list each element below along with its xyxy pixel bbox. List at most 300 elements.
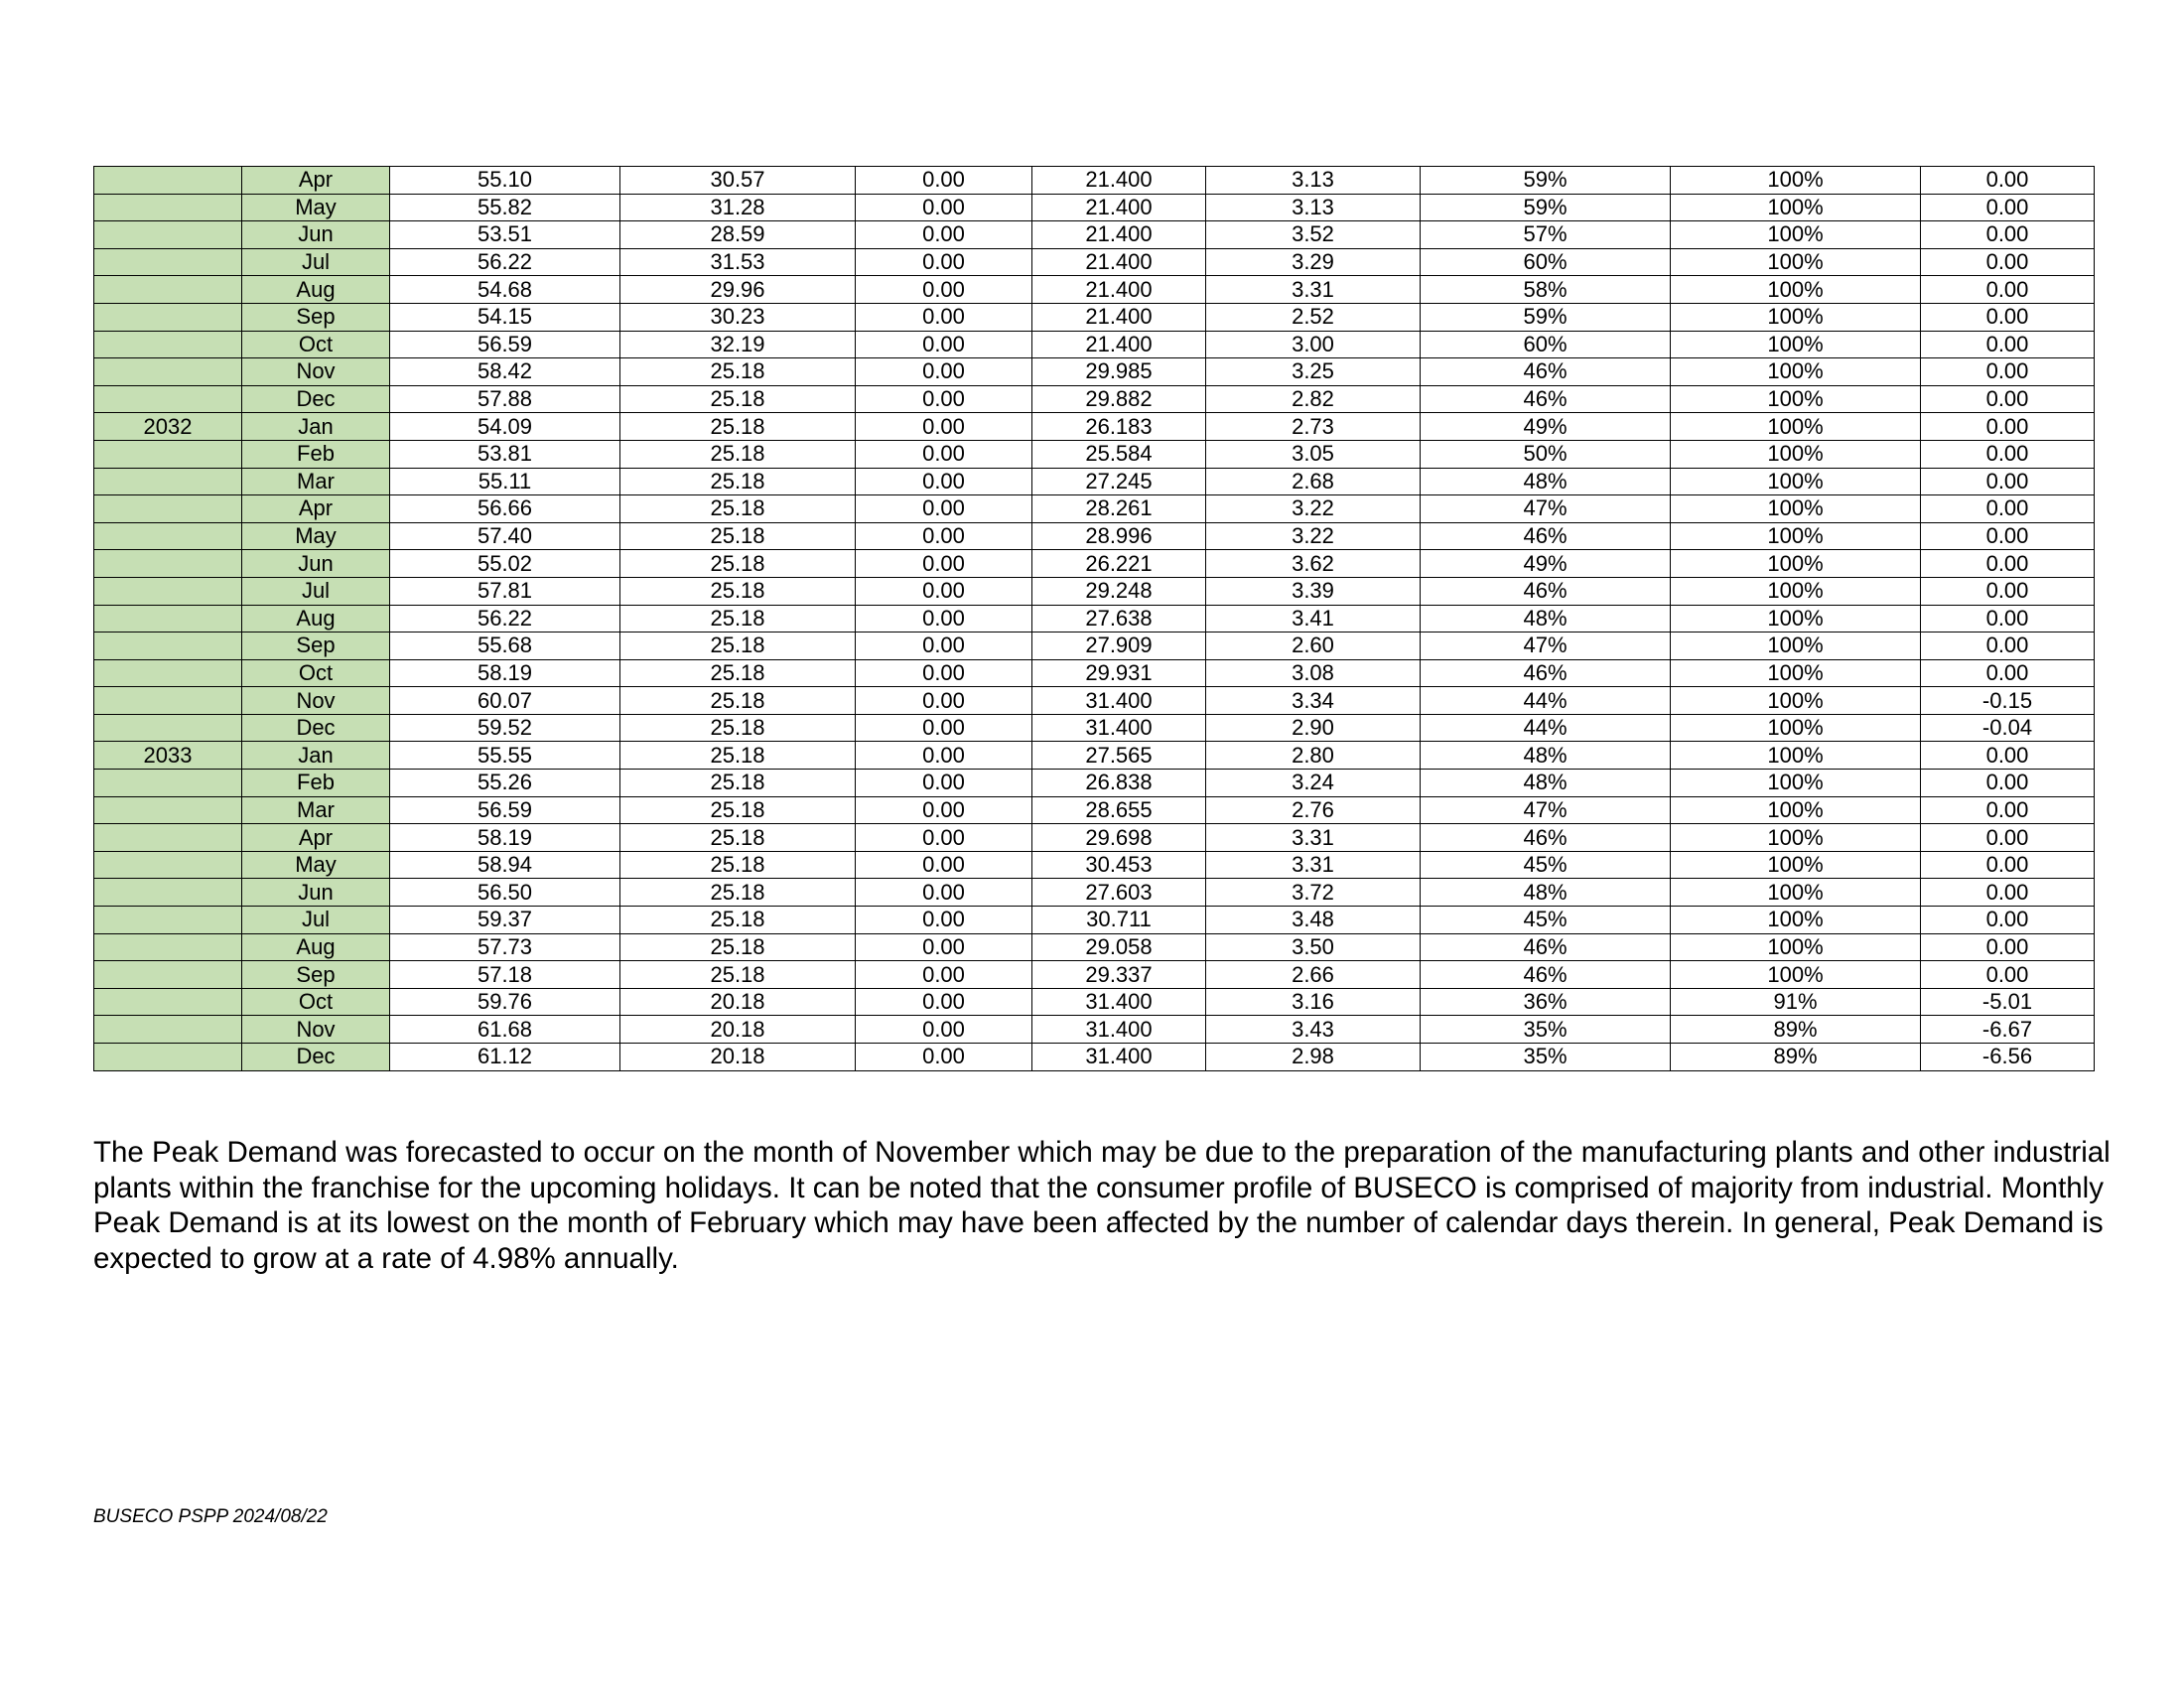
table-row	[94, 907, 2095, 934]
value-cell-5: 3.31	[1206, 276, 1421, 304]
value-cell-1: 55.11	[390, 468, 620, 495]
value-cell-5: 3.43	[1206, 1016, 1421, 1044]
value-cell-1: 53.81	[390, 440, 620, 468]
year-cell: 2032	[94, 413, 242, 441]
value-cell-8: 0.00	[1921, 276, 2095, 304]
value-cell-4: 29.882	[1032, 385, 1206, 413]
value-cell-4: 31.400	[1032, 1044, 1206, 1071]
value-cell-2: 25.18	[620, 577, 856, 605]
month-cell: Apr	[242, 495, 390, 523]
value-cell-6: 49%	[1421, 413, 1671, 441]
value-cell-1: 56.50	[390, 879, 620, 907]
value-cell-2: 29.96	[620, 276, 856, 304]
value-cell-1: 59.76	[390, 988, 620, 1016]
value-cell-4: 21.400	[1032, 303, 1206, 331]
value-cell-8: 0.00	[1921, 907, 2095, 934]
value-cell-1: 55.82	[390, 194, 620, 221]
table-row	[94, 331, 2095, 358]
value-cell-3: 0.00	[856, 742, 1032, 770]
value-cell-3: 0.00	[856, 659, 1032, 687]
value-cell-6: 48%	[1421, 468, 1671, 495]
value-cell-4: 29.337	[1032, 961, 1206, 989]
value-cell-2: 25.18	[620, 440, 856, 468]
year-cell: 2033	[94, 742, 242, 770]
value-cell-4: 27.245	[1032, 468, 1206, 495]
value-cell-6: 47%	[1421, 495, 1671, 523]
value-cell-7: 100%	[1671, 933, 1921, 961]
value-cell-6: 36%	[1421, 988, 1671, 1016]
value-cell-7: 100%	[1671, 468, 1921, 495]
table-row	[94, 413, 2095, 441]
table-row	[94, 933, 2095, 961]
value-cell-1: 58.94	[390, 851, 620, 879]
value-cell-1: 60.07	[390, 687, 620, 715]
value-cell-2: 25.18	[620, 358, 856, 386]
value-cell-1: 56.22	[390, 605, 620, 633]
value-cell-7: 100%	[1671, 495, 1921, 523]
value-cell-3: 0.00	[856, 770, 1032, 797]
value-cell-4: 31.400	[1032, 714, 1206, 742]
value-cell-4: 30.711	[1032, 907, 1206, 934]
year-cell	[94, 194, 242, 221]
value-cell-8: 0.00	[1921, 742, 2095, 770]
value-cell-2: 25.18	[620, 522, 856, 550]
value-cell-8: 0.00	[1921, 550, 2095, 578]
value-cell-3: 0.00	[856, 495, 1032, 523]
value-cell-6: 35%	[1421, 1016, 1671, 1044]
value-cell-2: 25.18	[620, 495, 856, 523]
value-cell-8: 0.00	[1921, 440, 2095, 468]
value-cell-6: 59%	[1421, 167, 1671, 195]
value-cell-8: -0.15	[1921, 687, 2095, 715]
value-cell-2: 25.18	[620, 659, 856, 687]
year-cell	[94, 358, 242, 386]
year-cell	[94, 331, 242, 358]
value-cell-2: 30.23	[620, 303, 856, 331]
value-cell-7: 100%	[1671, 358, 1921, 386]
value-cell-5: 2.68	[1206, 468, 1421, 495]
table-row	[94, 714, 2095, 742]
value-cell-6: 48%	[1421, 879, 1671, 907]
table-row	[94, 687, 2095, 715]
year-cell	[94, 961, 242, 989]
value-cell-7: 100%	[1671, 824, 1921, 852]
value-cell-4: 31.400	[1032, 1016, 1206, 1044]
value-cell-8: 0.00	[1921, 522, 2095, 550]
value-cell-8: 0.00	[1921, 577, 2095, 605]
value-cell-1: 58.19	[390, 659, 620, 687]
year-cell	[94, 659, 242, 687]
value-cell-2: 25.18	[620, 879, 856, 907]
value-cell-5: 3.08	[1206, 659, 1421, 687]
value-cell-4: 31.400	[1032, 687, 1206, 715]
value-cell-8: -6.56	[1921, 1044, 2095, 1071]
value-cell-2: 25.18	[620, 385, 856, 413]
value-cell-8: 0.00	[1921, 961, 2095, 989]
value-cell-5: 3.72	[1206, 879, 1421, 907]
month-cell: Oct	[242, 988, 390, 1016]
table-row	[94, 385, 2095, 413]
value-cell-5: 3.31	[1206, 824, 1421, 852]
value-cell-6: 46%	[1421, 824, 1671, 852]
value-cell-2: 28.59	[620, 221, 856, 249]
table-row	[94, 659, 2095, 687]
value-cell-4: 31.400	[1032, 988, 1206, 1016]
value-cell-6: 46%	[1421, 659, 1671, 687]
value-cell-7: 100%	[1671, 633, 1921, 660]
value-cell-3: 0.00	[856, 331, 1032, 358]
value-cell-6: 49%	[1421, 550, 1671, 578]
value-cell-4: 29.248	[1032, 577, 1206, 605]
value-cell-3: 0.00	[856, 605, 1032, 633]
value-cell-6: 50%	[1421, 440, 1671, 468]
table-row	[94, 194, 2095, 221]
month-cell: Aug	[242, 276, 390, 304]
value-cell-7: 100%	[1671, 770, 1921, 797]
value-cell-1: 55.02	[390, 550, 620, 578]
value-cell-6: 35%	[1421, 1044, 1671, 1071]
value-cell-7: 100%	[1671, 522, 1921, 550]
value-cell-8: 0.00	[1921, 659, 2095, 687]
value-cell-2: 25.18	[620, 961, 856, 989]
value-cell-8: 0.00	[1921, 824, 2095, 852]
value-cell-1: 55.26	[390, 770, 620, 797]
value-cell-6: 46%	[1421, 961, 1671, 989]
month-cell: Dec	[242, 1044, 390, 1071]
value-cell-2: 32.19	[620, 331, 856, 358]
summary-paragraph: The Peak Demand was forecasted to occur on the month of November which may be due to the preparation of the manufacturing plants and other industrial plants within the franchise for the upcoming holidays. It can be noted that the consumer profile of BUSECO is comprised of majority from industrial. Monthly Peak Demand is at its lowest on the month of February which may have been affected by the number of calendar days therein. In general, Peak Demand is expected to grow at a rate of 4.98% annually.	[93, 1136, 2111, 1275]
value-cell-5: 3.13	[1206, 167, 1421, 195]
value-cell-3: 0.00	[856, 358, 1032, 386]
value-cell-1: 58.42	[390, 358, 620, 386]
value-cell-4: 27.909	[1032, 633, 1206, 660]
value-cell-7: 100%	[1671, 687, 1921, 715]
value-cell-7: 89%	[1671, 1016, 1921, 1044]
value-cell-6: 57%	[1421, 221, 1671, 249]
month-cell: Nov	[242, 358, 390, 386]
value-cell-3: 0.00	[856, 824, 1032, 852]
value-cell-7: 100%	[1671, 961, 1921, 989]
value-cell-5: 3.25	[1206, 358, 1421, 386]
table-row	[94, 577, 2095, 605]
value-cell-8: 0.00	[1921, 879, 2095, 907]
value-cell-4: 28.261	[1032, 495, 1206, 523]
page-footer: BUSECO PSPP 2024/08/22	[93, 1506, 328, 1527]
value-cell-1: 53.51	[390, 221, 620, 249]
year-cell	[94, 988, 242, 1016]
month-cell: Jun	[242, 221, 390, 249]
value-cell-8: 0.00	[1921, 495, 2095, 523]
value-cell-3: 0.00	[856, 221, 1032, 249]
year-cell	[94, 1044, 242, 1071]
value-cell-2: 25.18	[620, 633, 856, 660]
value-cell-3: 0.00	[856, 550, 1032, 578]
value-cell-2: 30.57	[620, 167, 856, 195]
value-cell-2: 25.18	[620, 550, 856, 578]
value-cell-6: 59%	[1421, 303, 1671, 331]
month-cell: Oct	[242, 659, 390, 687]
value-cell-5: 2.52	[1206, 303, 1421, 331]
value-cell-2: 25.18	[620, 468, 856, 495]
value-cell-2: 25.18	[620, 851, 856, 879]
value-cell-8: 0.00	[1921, 194, 2095, 221]
value-cell-7: 100%	[1671, 577, 1921, 605]
value-cell-2: 25.18	[620, 714, 856, 742]
value-cell-1: 55.10	[390, 167, 620, 195]
table-row	[94, 358, 2095, 386]
value-cell-5: 3.24	[1206, 770, 1421, 797]
year-cell	[94, 221, 242, 249]
year-cell	[94, 468, 242, 495]
value-cell-1: 56.59	[390, 331, 620, 358]
month-cell: Sep	[242, 633, 390, 660]
table-row	[94, 495, 2095, 523]
table-row	[94, 988, 2095, 1016]
value-cell-3: 0.00	[856, 468, 1032, 495]
month-cell: Nov	[242, 687, 390, 715]
value-cell-2: 25.18	[620, 933, 856, 961]
month-cell: Jan	[242, 413, 390, 441]
value-cell-3: 0.00	[856, 988, 1032, 1016]
value-cell-3: 0.00	[856, 385, 1032, 413]
month-cell: Aug	[242, 605, 390, 633]
month-cell: Nov	[242, 1016, 390, 1044]
value-cell-8: 0.00	[1921, 633, 2095, 660]
value-cell-3: 0.00	[856, 714, 1032, 742]
value-cell-1: 54.68	[390, 276, 620, 304]
value-cell-8: 0.00	[1921, 413, 2095, 441]
value-cell-6: 58%	[1421, 276, 1671, 304]
value-cell-4: 28.655	[1032, 796, 1206, 824]
value-cell-7: 100%	[1671, 550, 1921, 578]
value-cell-1: 54.09	[390, 413, 620, 441]
value-cell-5: 2.73	[1206, 413, 1421, 441]
table-row	[94, 605, 2095, 633]
value-cell-2: 31.53	[620, 248, 856, 276]
value-cell-7: 100%	[1671, 248, 1921, 276]
value-cell-3: 0.00	[856, 440, 1032, 468]
value-cell-5: 3.29	[1206, 248, 1421, 276]
value-cell-6: 44%	[1421, 714, 1671, 742]
table-row	[94, 633, 2095, 660]
table-row	[94, 468, 2095, 495]
value-cell-3: 0.00	[856, 879, 1032, 907]
value-cell-7: 100%	[1671, 907, 1921, 934]
table-row	[94, 440, 2095, 468]
value-cell-1: 57.18	[390, 961, 620, 989]
month-cell: Sep	[242, 961, 390, 989]
value-cell-3: 0.00	[856, 167, 1032, 195]
month-cell: Jul	[242, 248, 390, 276]
value-cell-5: 3.00	[1206, 331, 1421, 358]
value-cell-8: 0.00	[1921, 167, 2095, 195]
value-cell-4: 29.985	[1032, 358, 1206, 386]
forecast-table	[93, 166, 2095, 1071]
value-cell-6: 46%	[1421, 522, 1671, 550]
value-cell-4: 27.603	[1032, 879, 1206, 907]
year-cell	[94, 248, 242, 276]
month-cell: Aug	[242, 933, 390, 961]
year-cell	[94, 933, 242, 961]
month-cell: Mar	[242, 468, 390, 495]
value-cell-7: 100%	[1671, 714, 1921, 742]
value-cell-5: 3.34	[1206, 687, 1421, 715]
value-cell-7: 100%	[1671, 194, 1921, 221]
value-cell-3: 0.00	[856, 1016, 1032, 1044]
year-cell	[94, 522, 242, 550]
year-cell	[94, 879, 242, 907]
value-cell-5: 3.16	[1206, 988, 1421, 1016]
value-cell-8: 0.00	[1921, 770, 2095, 797]
value-cell-8: -6.67	[1921, 1016, 2095, 1044]
value-cell-4: 30.453	[1032, 851, 1206, 879]
value-cell-6: 45%	[1421, 907, 1671, 934]
month-cell: May	[242, 194, 390, 221]
value-cell-8: 0.00	[1921, 851, 2095, 879]
year-cell	[94, 577, 242, 605]
value-cell-2: 25.18	[620, 907, 856, 934]
value-cell-1: 57.73	[390, 933, 620, 961]
year-cell	[94, 276, 242, 304]
value-cell-3: 0.00	[856, 796, 1032, 824]
value-cell-6: 60%	[1421, 248, 1671, 276]
value-cell-8: 0.00	[1921, 796, 2095, 824]
month-cell: Mar	[242, 796, 390, 824]
value-cell-7: 100%	[1671, 742, 1921, 770]
year-cell	[94, 907, 242, 934]
value-cell-6: 47%	[1421, 796, 1671, 824]
value-cell-8: -0.04	[1921, 714, 2095, 742]
month-cell: Apr	[242, 167, 390, 195]
value-cell-5: 3.22	[1206, 495, 1421, 523]
month-cell: Feb	[242, 440, 390, 468]
year-cell	[94, 385, 242, 413]
value-cell-6: 46%	[1421, 577, 1671, 605]
value-cell-6: 60%	[1421, 331, 1671, 358]
value-cell-7: 100%	[1671, 167, 1921, 195]
value-cell-7: 100%	[1671, 385, 1921, 413]
value-cell-3: 0.00	[856, 933, 1032, 961]
month-cell: Oct	[242, 331, 390, 358]
value-cell-5: 3.41	[1206, 605, 1421, 633]
value-cell-8: 0.00	[1921, 468, 2095, 495]
value-cell-4: 29.931	[1032, 659, 1206, 687]
year-cell	[94, 495, 242, 523]
month-cell: Jul	[242, 907, 390, 934]
value-cell-2: 31.28	[620, 194, 856, 221]
value-cell-1: 58.19	[390, 824, 620, 852]
value-cell-1: 55.55	[390, 742, 620, 770]
month-cell: Dec	[242, 714, 390, 742]
value-cell-4: 27.638	[1032, 605, 1206, 633]
value-cell-6: 48%	[1421, 742, 1671, 770]
value-cell-3: 0.00	[856, 1044, 1032, 1071]
value-cell-1: 57.40	[390, 522, 620, 550]
value-cell-6: 46%	[1421, 385, 1671, 413]
value-cell-4: 29.698	[1032, 824, 1206, 852]
value-cell-2: 25.18	[620, 770, 856, 797]
value-cell-1: 55.68	[390, 633, 620, 660]
value-cell-2: 25.18	[620, 413, 856, 441]
year-cell	[94, 1016, 242, 1044]
year-cell	[94, 303, 242, 331]
value-cell-4: 21.400	[1032, 167, 1206, 195]
value-cell-5: 2.98	[1206, 1044, 1421, 1071]
value-cell-5: 3.62	[1206, 550, 1421, 578]
value-cell-5: 3.05	[1206, 440, 1421, 468]
value-cell-3: 0.00	[856, 907, 1032, 934]
year-cell	[94, 605, 242, 633]
value-cell-3: 0.00	[856, 194, 1032, 221]
value-cell-4: 21.400	[1032, 248, 1206, 276]
value-cell-8: 0.00	[1921, 331, 2095, 358]
table-row	[94, 248, 2095, 276]
table-row	[94, 167, 2095, 195]
month-cell: Apr	[242, 824, 390, 852]
year-cell	[94, 770, 242, 797]
value-cell-2: 25.18	[620, 796, 856, 824]
value-cell-1: 57.88	[390, 385, 620, 413]
value-cell-2: 25.18	[620, 605, 856, 633]
value-cell-1: 57.81	[390, 577, 620, 605]
value-cell-6: 48%	[1421, 605, 1671, 633]
year-cell	[94, 440, 242, 468]
value-cell-8: 0.00	[1921, 605, 2095, 633]
value-cell-7: 91%	[1671, 988, 1921, 1016]
value-cell-1: 56.22	[390, 248, 620, 276]
table-row	[94, 879, 2095, 907]
value-cell-5: 3.50	[1206, 933, 1421, 961]
value-cell-7: 100%	[1671, 276, 1921, 304]
value-cell-4: 21.400	[1032, 221, 1206, 249]
table-body	[94, 167, 2095, 1071]
value-cell-1: 54.15	[390, 303, 620, 331]
month-cell: Feb	[242, 770, 390, 797]
year-cell	[94, 796, 242, 824]
table-row	[94, 1044, 2095, 1071]
value-cell-5: 3.52	[1206, 221, 1421, 249]
value-cell-4: 21.400	[1032, 276, 1206, 304]
value-cell-2: 20.18	[620, 988, 856, 1016]
value-cell-3: 0.00	[856, 303, 1032, 331]
value-cell-8: 0.00	[1921, 933, 2095, 961]
value-cell-2: 25.18	[620, 687, 856, 715]
value-cell-3: 0.00	[856, 577, 1032, 605]
table-row	[94, 550, 2095, 578]
value-cell-4: 26.221	[1032, 550, 1206, 578]
value-cell-4: 26.838	[1032, 770, 1206, 797]
value-cell-3: 0.00	[856, 687, 1032, 715]
value-cell-7: 89%	[1671, 1044, 1921, 1071]
value-cell-1: 59.52	[390, 714, 620, 742]
value-cell-7: 100%	[1671, 413, 1921, 441]
value-cell-2: 20.18	[620, 1016, 856, 1044]
value-cell-4: 26.183	[1032, 413, 1206, 441]
value-cell-4: 27.565	[1032, 742, 1206, 770]
value-cell-3: 0.00	[856, 851, 1032, 879]
value-cell-3: 0.00	[856, 276, 1032, 304]
table-row	[94, 824, 2095, 852]
table-row	[94, 770, 2095, 797]
value-cell-1: 56.59	[390, 796, 620, 824]
value-cell-1: 59.37	[390, 907, 620, 934]
value-cell-4: 21.400	[1032, 331, 1206, 358]
value-cell-6: 46%	[1421, 933, 1671, 961]
value-cell-5: 3.39	[1206, 577, 1421, 605]
value-cell-6: 47%	[1421, 633, 1671, 660]
value-cell-5: 2.66	[1206, 961, 1421, 989]
table-row	[94, 303, 2095, 331]
